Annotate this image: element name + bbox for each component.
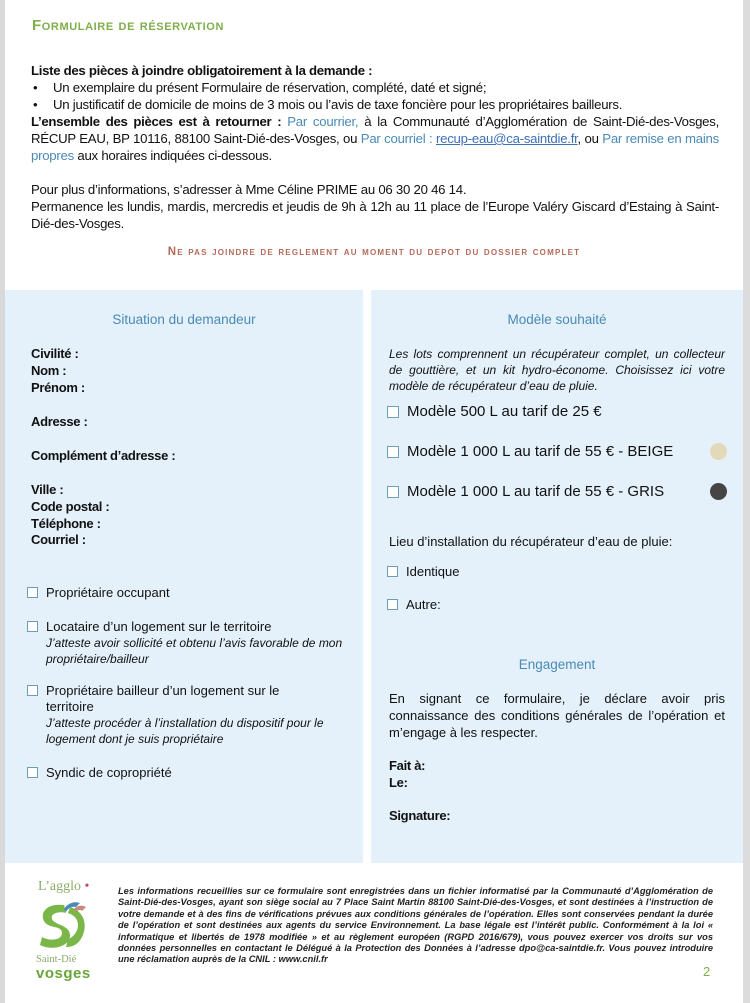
status-option-landlord[interactable] — [27, 683, 327, 747]
checkbox[interactable] — [27, 685, 38, 696]
place-field[interactable]: Fait à: — [389, 758, 426, 773]
model-option-label: Modèle 500 L au tarif de 25 € — [407, 403, 602, 420]
applicant-heading: Situation du demandeur — [112, 312, 256, 327]
model-option-label: Modèle 1 000 L au tarif de 55 € - BEIGE — [407, 443, 674, 460]
page-number: 2 — [703, 964, 711, 979]
checkbox[interactable] — [387, 599, 398, 610]
status-option-label: Propriétaire occupant — [46, 585, 170, 600]
status-option-note: J’atteste procéder à l’installation du dispositif pour le logement dont je suis propriétaire — [46, 716, 324, 746]
civility-field[interactable]: Civilité : — [31, 346, 79, 361]
by-mail-text: à la Communauté d’Agglomération de Saint-Dié-des-Vosges, RÉCUP EAU, BP 10116, 88100 Saint-Dié-des-Vosges, ou — [31, 114, 719, 146]
intro-section — [31, 62, 719, 232]
email-link[interactable]: recup-eau@ca-saintdie.fr — [435, 131, 578, 146]
gdpr-notice: Les informations recueillies sur ce formulaire sont enregistrées dans un fichier informatisé par la Communauté d’Agglomération de Saint-Dié-des-Vosges, ayant son siège social au 7 Place Saint Martin 88100 Saint-Dié-des-Vosges, et sont destinées à l’instruction de votre demande et à des fins de vérifications prévues aux conditions générales de l’opération. Elles sont conservées pendant la durée de l’opération et sont destinées aux agents du service Environnement. La base légale est l’intérêt public. Conformément à la loi « informatique et libertés de 1978 modifiée » et au règlement européen (RGPD 2016/679), vous pouvez exercer vos droits sur vos données personnelles en contactant le Délégué à la Protection des Données à l’adresse dpo@ca-saintdie.fr. Vous pouvez introduire une réclamation auprès de la CNIL : www.cnil.fr — [118, 886, 713, 965]
grey-color-swatch — [710, 483, 727, 500]
location-option-label: Identique — [406, 564, 460, 579]
last-name-field[interactable]: Nom : — [31, 363, 67, 378]
documents-list-item: • Un exemplaire du présent Formulaire de réservation, complété, daté et signé; — [31, 79, 719, 96]
office-hours: Permanence les lundis, mardis, mercredis et jeudis de 9h à 12h au 11 place de l’Europe Valéry Giscard d’Estaing à Saint-Dié-des-Vosges. — [31, 199, 719, 231]
status-option-owner-occupant[interactable] — [27, 585, 347, 601]
checkbox[interactable] — [27, 621, 38, 632]
date-field[interactable]: Le: — [389, 775, 408, 790]
documents-list-item: • Un justificatif de domicile de moins de 3 mois ou l’avis de taxe foncière pour les propriétaires bailleurs. — [31, 96, 719, 113]
city-field[interactable]: Ville : — [31, 482, 64, 497]
status-option-label: Syndic de copropriété — [46, 765, 172, 780]
beige-color-swatch — [710, 443, 727, 460]
checkbox[interactable] — [387, 566, 398, 577]
contact-info: Pour plus d’informations, s’adresser à Mme Céline PRIME au 06 30 20 46 14. — [31, 182, 467, 197]
status-option-tenant[interactable] — [27, 619, 347, 667]
payment-warning: Ne pas joindre de reglement au moment du depot du dossier complet — [167, 246, 581, 258]
location-option-identical[interactable] — [387, 564, 460, 580]
by-email-label: Par courriel : — [360, 131, 433, 146]
engagement-heading: Engagement — [518, 657, 596, 672]
status-option-note: J’atteste avoir sollicité et obtenu l’avis favorable de mon propriétaire/bailleur — [46, 636, 343, 666]
by-hand-label: Par remise en mains propres — [31, 131, 719, 163]
logo-agglo-text: L’agglo • — [38, 879, 90, 894]
checkbox[interactable] — [387, 406, 399, 418]
status-option-syndic[interactable] — [27, 765, 347, 781]
documents-heading: Liste des pièces à joindre obligatoirement à la demande : — [31, 63, 373, 78]
postal-code-field[interactable]: Code postal : — [31, 499, 110, 514]
model-option-1000l-gris[interactable] — [387, 483, 727, 500]
form-title: Formulaire de réservation — [32, 17, 225, 34]
address-complement-field[interactable]: Complément d’adresse : — [31, 448, 176, 463]
model-option-label: Modèle 1 000 L au tarif de 55 € - GRIS — [407, 483, 665, 500]
logo-city-text: Saint-Dié — [36, 954, 77, 965]
signature-field[interactable]: Signature: — [389, 808, 451, 823]
agglo-logo — [30, 877, 100, 985]
address-field[interactable]: Adresse : — [31, 414, 88, 429]
sd-logo-icon — [36, 899, 88, 951]
location-heading: Lieu d’installation du récupérateur d’eau de pluie: — [389, 534, 673, 549]
status-option-label: Propriétaire bailleur d’un logement sur le territoire — [46, 683, 280, 714]
email-field[interactable]: Courriel : — [31, 532, 86, 547]
or-text: , ou — [577, 131, 599, 146]
checkbox[interactable] — [387, 446, 399, 458]
model-option-1000l-beige[interactable] — [387, 443, 727, 460]
model-option-500l[interactable] — [387, 403, 727, 420]
model-heading: Modèle souhaité — [507, 312, 607, 327]
return-instructions — [31, 113, 719, 164]
location-option-label: Autre: — [406, 597, 441, 612]
return-lead: L’ensemble des pièces est à retourner : — [31, 114, 282, 129]
by-hand-text: aux horaires indiquées ci-dessous. — [77, 148, 272, 163]
by-mail-label: Par courrier, — [287, 114, 359, 129]
first-name-field[interactable]: Prénom : — [31, 380, 85, 395]
phone-field[interactable]: Téléphone : — [31, 516, 101, 531]
checkbox[interactable] — [27, 767, 38, 778]
engagement-text: En signant ce formulaire, je déclare avoir pris connaissance des conditions générales de l’opération et m’engage à les respecter. — [389, 691, 725, 740]
checkbox[interactable] — [27, 587, 38, 598]
checkbox[interactable] — [387, 486, 399, 498]
location-option-other[interactable] — [387, 597, 441, 613]
page-edge-right — [743, 0, 750, 1003]
applicant-panel — [5, 290, 363, 863]
form-page — [5, 0, 743, 1003]
model-intro: Les lots comprennent un récupérateur complet, un collecteur de gouttière, et un kit hydro-économe. Choisissez ici votre modèle de récupérateur d’eau de pluie. — [389, 347, 725, 393]
logo-vosges-text: vosges — [36, 965, 91, 982]
model-panel — [371, 290, 743, 863]
documents-list — [31, 79, 719, 113]
status-option-label: Locataire d’un logement sur le territoire — [46, 619, 272, 634]
